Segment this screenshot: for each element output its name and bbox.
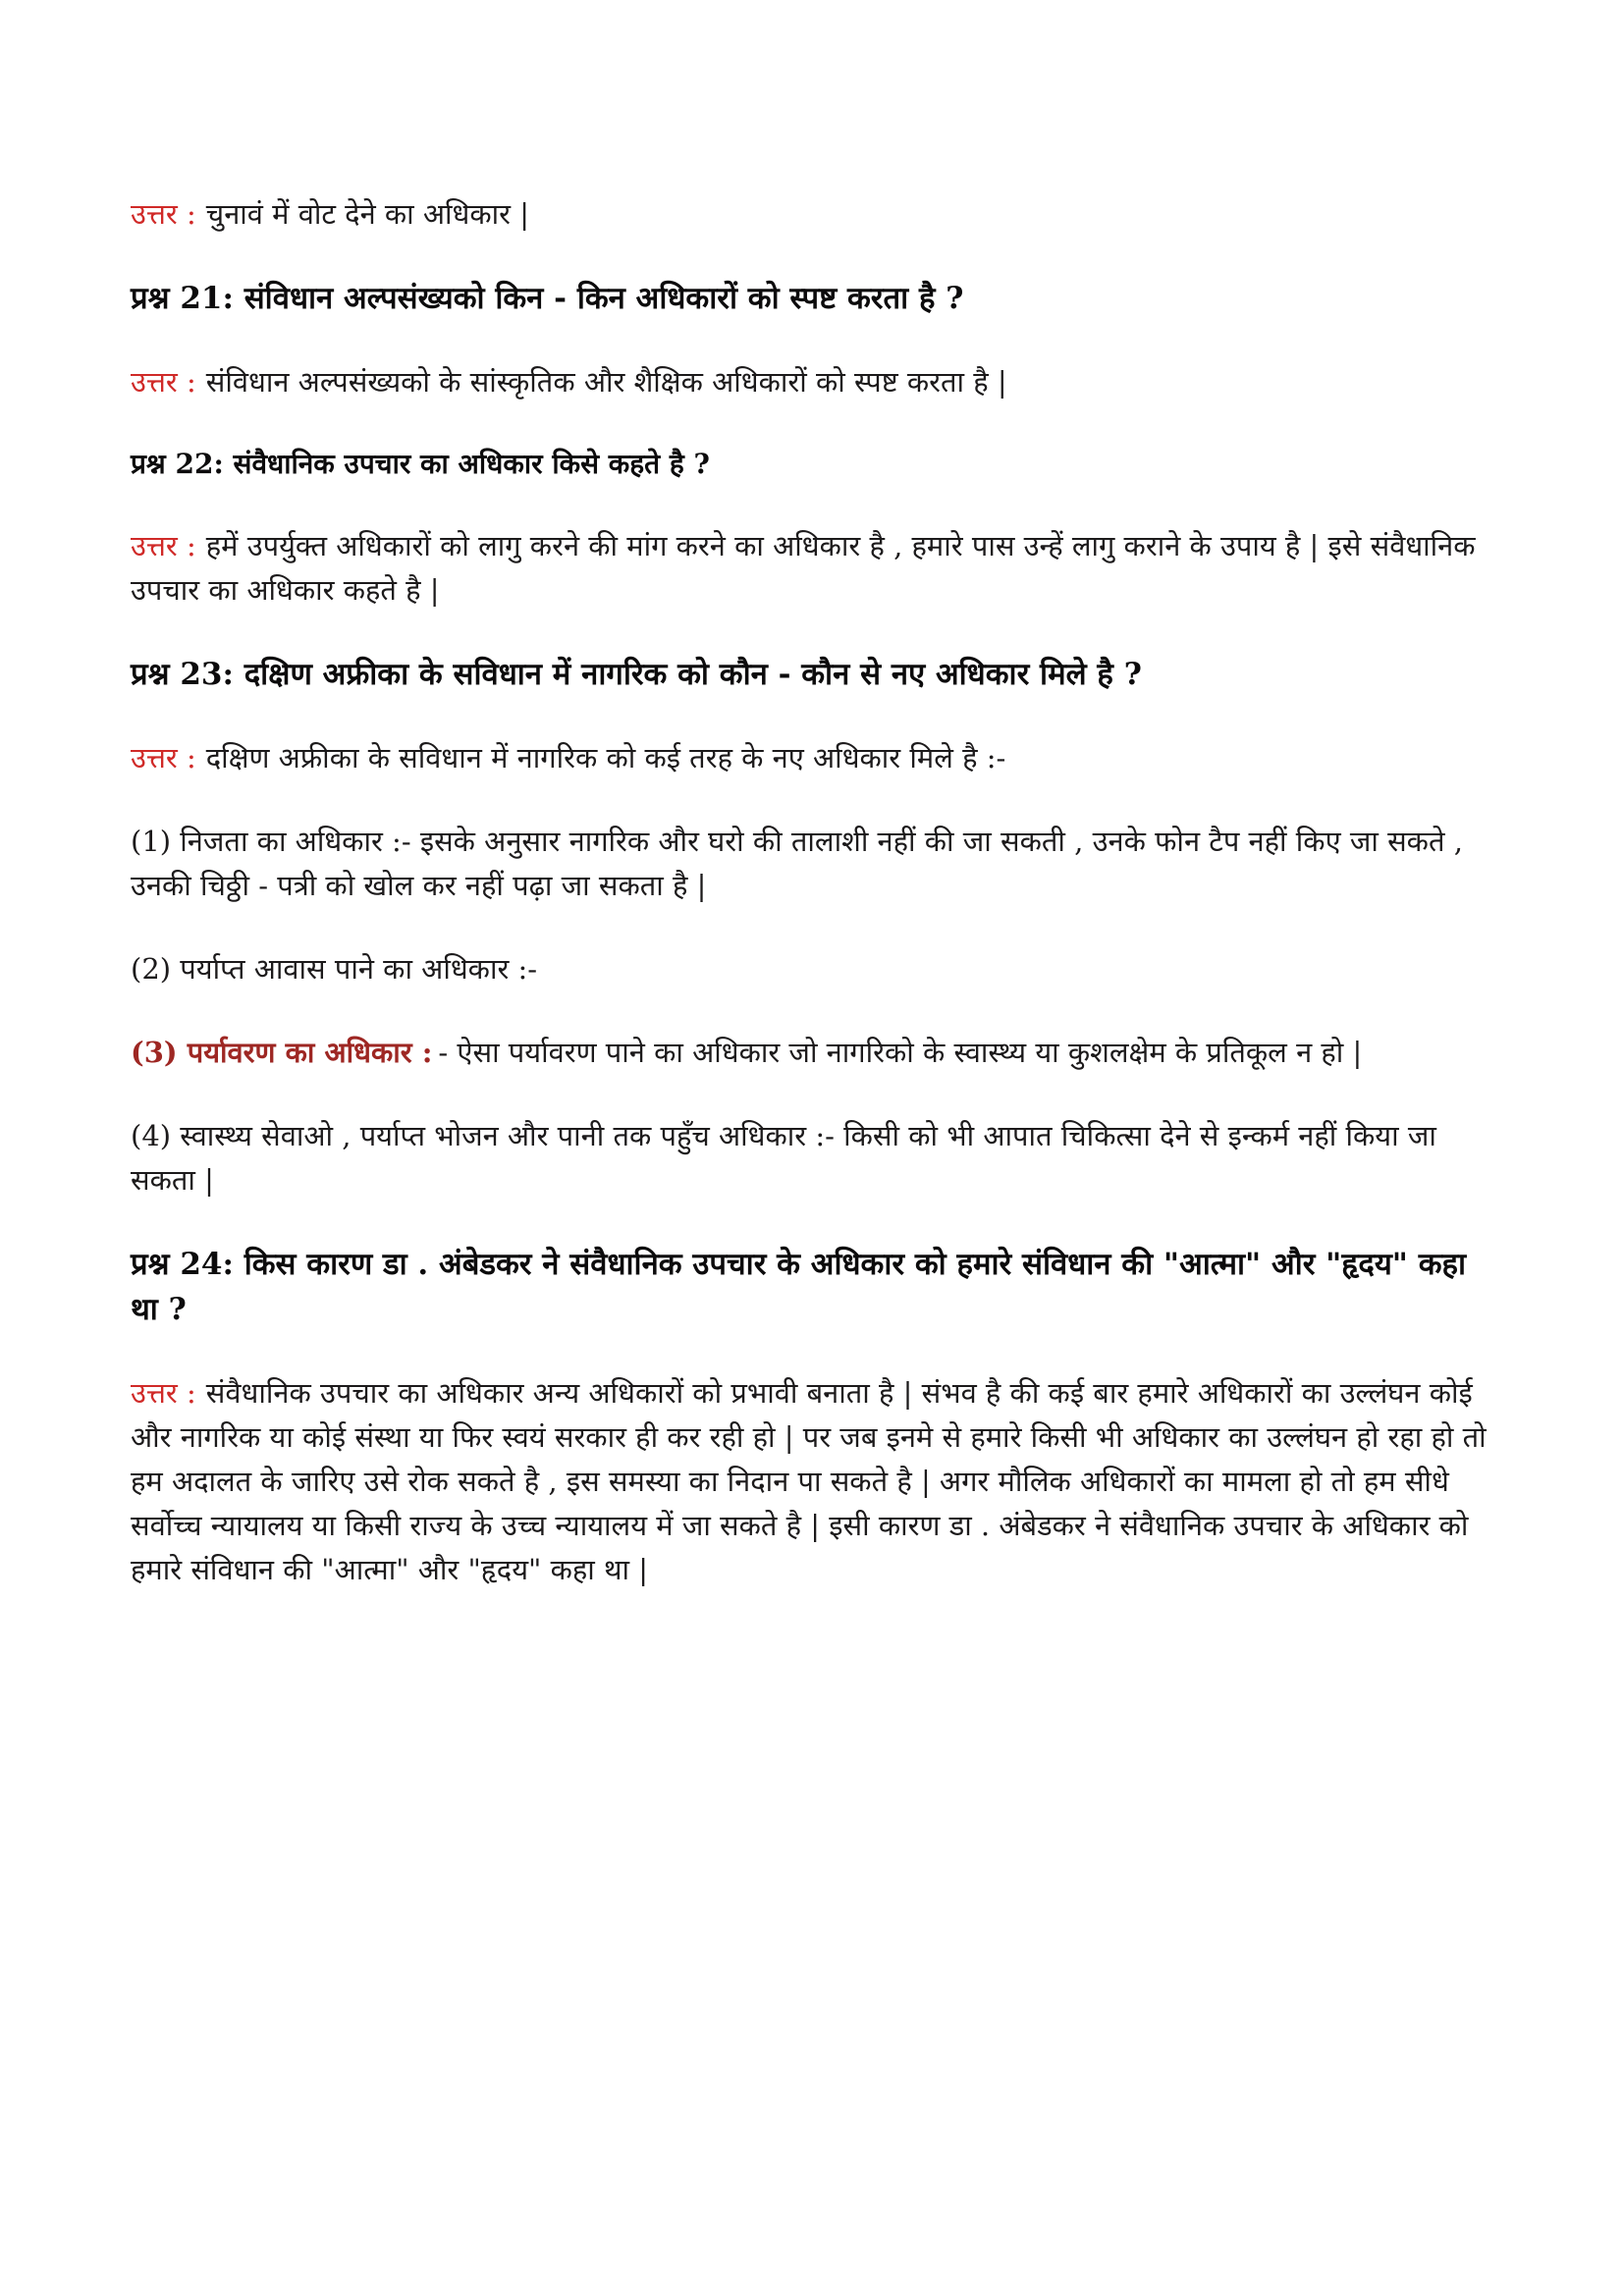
answer-label: उत्तर : [131,197,196,231]
question-23-heading: प्रश्न 23: दक्षिण अफ्रीका के सविधान में नागरिक को कौन - कौन से नए अधिकार मिले है ? [131,657,1142,692]
list-item-1: (1) निजता का अधिकार :- इसके अनुसार नागरिक और घरो की तालाशी नहीं की जा सकती , उनके फोन टैप नहीं किए जा सकते , उनकी चिठ्ठी - पत्री को खोल कर नहीं पढ़ा जा सकता है | [131,825,1463,902]
answer-label: उत्तर : [131,529,196,562]
answer-q24-text: संवैधानिक उपचार का अधिकार अन्य अधिकारों को प्रभावी बनाता है | संभव है की कई बार हमारे अधिकारों का उल्लंघन कोई और नागरिक या कोई संस्था या फिर स्वयं सरकार ही कर रही हो | पर जब इनमे से हमारे किसी भी अधिकार का उल्लंघन हो रहा हो तो हम अदालत के जारिए उसे रोक सकते है , इस समस्या का निदान पा सकते है | अगर मौलिक अधिकारों का मामला हो तो हम सीधे सर्वोच्च न्यायालय या किसी राज्य के उच्च न्यायालय में जा सकते है | इसी कारण डा . अंबेडकर ने संवैधानिक उपचार के अधिकार को हमारे संविधान की "आत्मा" और "हृदय" कहा था | [131,1376,1487,1586]
answer-q22-text: हमें उपर्युक्त अधिकारों को लागु करने की मांग करने का अधिकार है , हमारे पास उन्हें लागु कराने के उपाय है | इसे संवैधानिक उपचार का अधिकार कहते है | [131,529,1476,607]
answer-q24 [131,1371,1497,1592]
list-item-4: (4) स्वास्थ्य सेवाओ , पर्याप्त भोजन और पानी तक पहुँच अधिकार :- किसी को भी आपात चिकित्सा देने से इन्कर्म नहीं किया जा सकता | [131,1119,1436,1197]
answer-q22 [131,524,1497,613]
question-21-heading: प्रश्न 21: संविधान अल्पसंख्यको किन - किन अधिकारों को स्पष्ट करता है ? [131,281,964,316]
question-24-heading: प्रश्न 24: किस कारण डा . अंबेडकर ने संवैधानिक उपचार के अधिकार को हमारे संविधान की "आत्मा" और "हृदय" कहा था ? [131,1247,1467,1327]
answer-q23 [131,736,1497,780]
list-item-3-text: - ऐसा पर्यावरण पाने का अधिकार जो नागरिको के स्वास्थ्य या कुशलक्षेम के प्रतिकूल न हो | [438,1036,1363,1069]
answer-label: उत्तर : [131,365,196,399]
answer-label: उत्तर : [131,1376,196,1410]
list-item-3 [131,1031,1497,1075]
answer-q21 [131,360,1497,404]
answer-q23-text: दक्षिण अफ्रीका के सविधान में नागरिक को कई तरह के नए अधिकार मिले है :- [205,741,1006,774]
list-item-3-red-heading: (3) पर्यावरण का अधिकार : [131,1036,433,1069]
answer-label: उत्तर : [131,741,196,774]
answer-q21-text: संविधान अल्पसंख्यको के सांस्कृतिक और शैक्षिक अधिकारों को स्पष्ट करता है | [205,365,1007,399]
answer-q20 [131,192,1497,237]
document-page [131,192,1497,1631]
question-22-heading: प्रश्न 22: संवैधानिक उपचार का अधिकार किसे कहते है ? [131,448,710,480]
answer-q20-text: चुनावं में वोट देने का अधिकार | [205,197,530,231]
list-item-2: (2) पर्याप्त आवास पाने का अधिकार :- [131,952,538,986]
